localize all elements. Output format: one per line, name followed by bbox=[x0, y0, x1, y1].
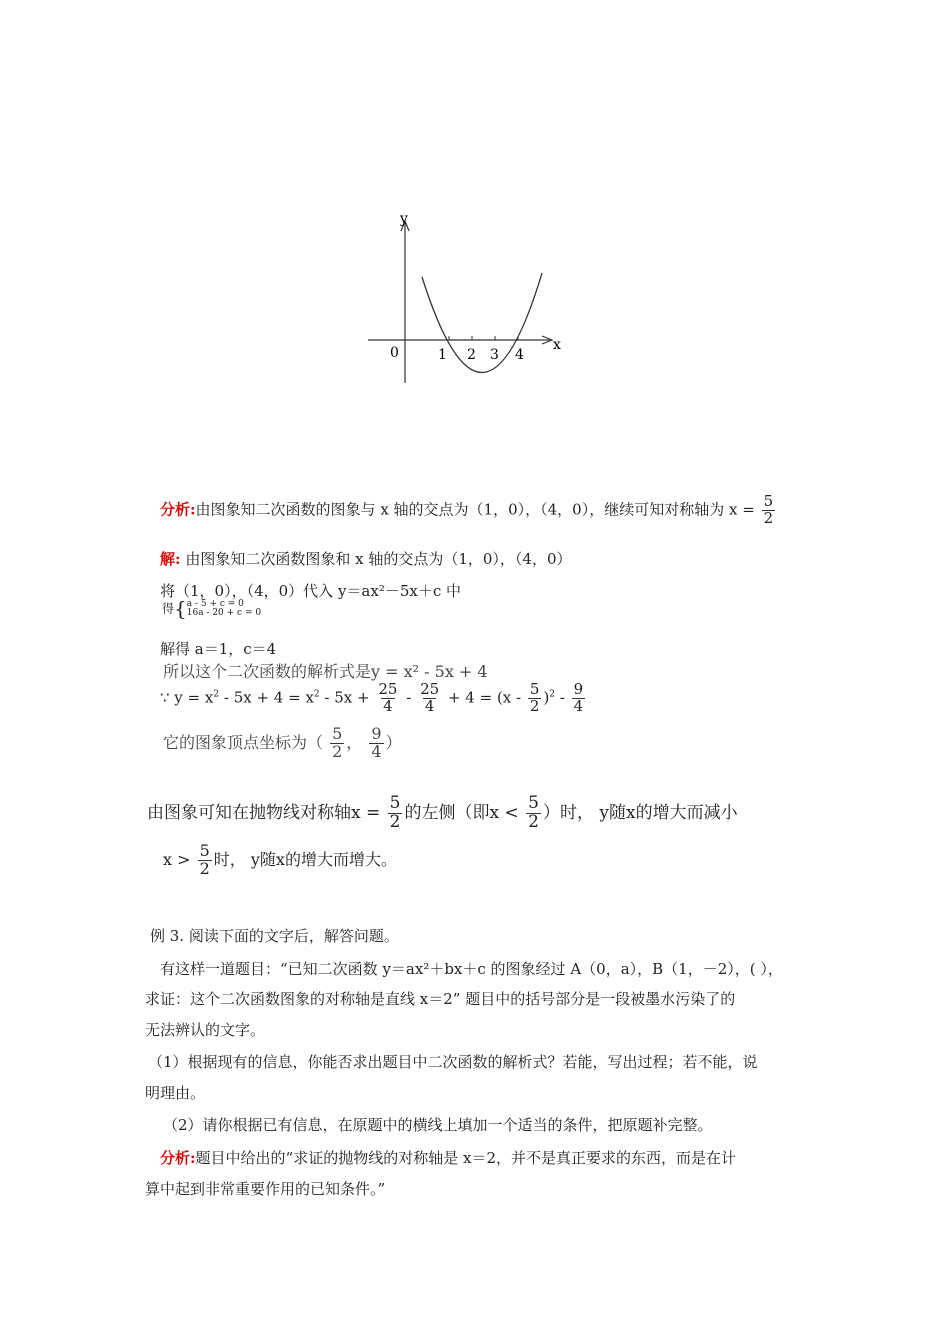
example-p1: 有这样一道题目：“已知二次函数 y＝ax²＋bx＋c 的图象经过 A（0，a），B（1，－2），( ）， bbox=[160, 960, 783, 978]
tick-label-4: 4 bbox=[515, 347, 524, 363]
system-eq1: a - 5 + c = 0 bbox=[186, 599, 244, 609]
solution-line bbox=[160, 548, 572, 569]
question-2: （2）请你根据已有信息，在原题中的横线上填加一个适当的条件，把原题补完整。 bbox=[163, 1116, 713, 1134]
fraction-5-2-c: $\frac{5}{2}$ bbox=[389, 793, 401, 832]
question-1b: 明理由。 bbox=[145, 1084, 206, 1102]
example-title: 例 3. 阅读下面的文字后，解答问题。 bbox=[150, 927, 399, 945]
fraction-25-4-b: $\frac{25}{4}$ bbox=[420, 680, 440, 715]
completing-square-line: ∵ $y = x^2 - 5x + 4 = x^2 - 5x$ + $\frac{25}{4}$ - $\frac{25}{4}$ + 4 = (x - $\frac{5}{2}$ )$^2$ - $\frac{9}{4}$ bbox=[160, 680, 584, 715]
example-analysis-a: 分析:题目中给出的“求证的抛物线的对称轴是 x＝2，并不是真正要求的东西，而是在计 bbox=[160, 1149, 736, 1167]
fraction-5-2-b: $\frac{5}{2}$ bbox=[529, 680, 540, 715]
vertex-y-fraction: $\frac{9}{4}$ bbox=[371, 724, 382, 761]
solution-label: 解: bbox=[160, 550, 181, 568]
tick-label-1: 1 bbox=[438, 347, 447, 363]
system-eq2: 16a - 20 + c = 0 bbox=[186, 608, 262, 618]
fraction-9-4: $\frac{9}{4}$ bbox=[573, 680, 584, 715]
system-prefix: 得 bbox=[162, 601, 175, 616]
expression-line: 所以这个二次函数的解析式是y = x² - 5x + 4 bbox=[163, 662, 488, 681]
example-p2: 求证：这个二次函数图象的对称轴是直线 x＝2” 题目中的括号部分是一段被墨水污染了的 bbox=[145, 990, 736, 1008]
y-axis-label: y bbox=[400, 211, 408, 227]
example-p3: 无法辨认的文字。 bbox=[145, 1021, 266, 1039]
example-analysis-b: 算中起到非常重要作用的已知条件。” bbox=[145, 1180, 386, 1198]
axis-eq: x = bbox=[729, 500, 755, 519]
solved-line: 解得 a＝1，c＝4 bbox=[160, 640, 277, 658]
example-analysis-label: 分析: bbox=[160, 1149, 196, 1167]
fraction-5-2: $\frac{5}{2}$ bbox=[763, 492, 774, 527]
monotonic-line-2: x > $\frac{5}{2}$ 时， y随x的增大而增大。 bbox=[163, 841, 397, 878]
fraction-5-2-d: $\frac{5}{2}$ bbox=[528, 793, 539, 832]
vertex-x-fraction: $\frac{5}{2}$ bbox=[332, 724, 343, 761]
substitute-line: 将（1，0），（4，0）代入 y＝ax²－5x＋c 中 bbox=[160, 582, 462, 600]
solution-text: 由图象知二次函数图象和 x 轴的交点为（1，0），（4，0） bbox=[185, 550, 572, 568]
analysis-label: 分析: bbox=[160, 500, 196, 519]
vertex-line: 它的图象顶点坐标为（ $\frac{5}{2}$ ， $\frac{9}{4}$ ） bbox=[163, 724, 402, 761]
analysis-line bbox=[160, 494, 777, 527]
fraction-5-2-e: $\frac{5}{2}$ bbox=[199, 841, 210, 878]
tick-label-3: 3 bbox=[490, 347, 499, 363]
parabola-graph bbox=[360, 205, 570, 390]
tick-label-2: 2 bbox=[467, 347, 476, 363]
monotonic-line-1: 由图象可知在抛物线对称轴x = $\frac{5}{2}$ 的左侧（即x < $\frac{5}{2}$ ）时， y随x的增大而减小 bbox=[147, 793, 738, 832]
analysis-text: 由图象知二次函数的图象与 x 轴的交点为（1，0），（4，0），继续可知对称轴为 bbox=[195, 500, 725, 519]
equation-system: 得{ a - 5 + c = 0 16a - 20 + c = 0 bbox=[162, 596, 262, 621]
origin-label: 0 bbox=[390, 345, 399, 361]
fraction-25-4-a: $\frac{25}{4}$ bbox=[378, 680, 398, 715]
question-1a: （1）根据现有的信息，你能否求出题目中二次函数的解析式？若能，写出过程；若不能，说 bbox=[148, 1053, 758, 1071]
x-axis-label: x bbox=[553, 337, 561, 353]
